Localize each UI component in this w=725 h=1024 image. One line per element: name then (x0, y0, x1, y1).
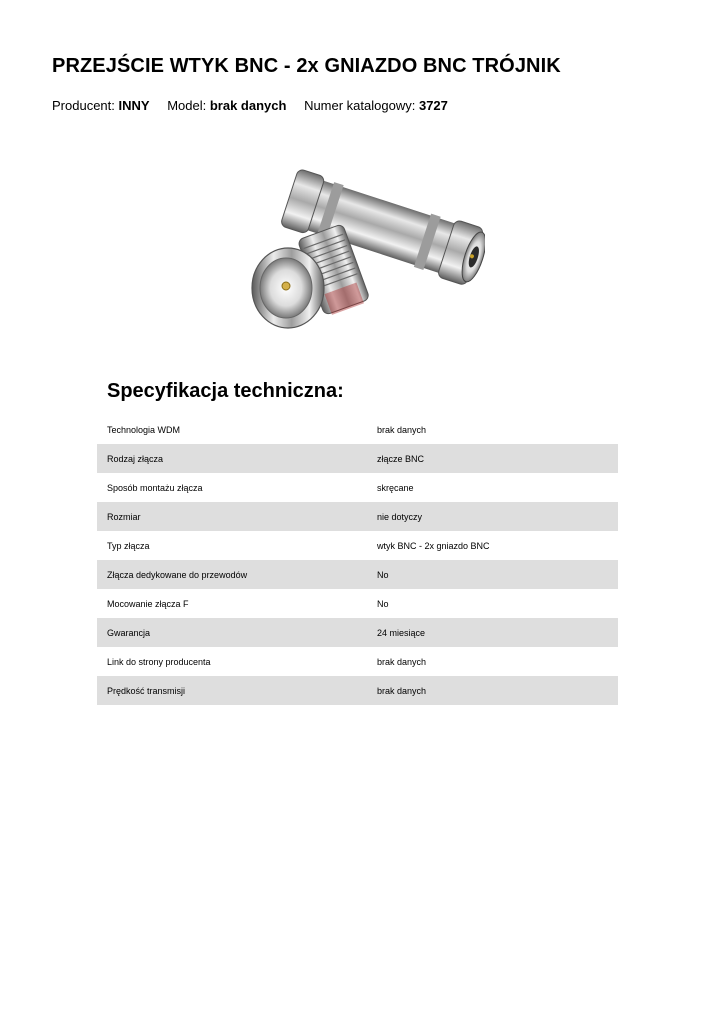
spec-value: 24 miesiące (367, 618, 618, 647)
product-meta (52, 98, 462, 113)
table-row (97, 531, 618, 560)
spec-key: Technologia WDM (107, 424, 181, 435)
spec-value: złącze BNC (367, 444, 618, 473)
producer-info (52, 98, 153, 113)
spec-value: No (377, 598, 389, 609)
catalog-label: Numer katalogowy: (304, 98, 416, 113)
model-label: Model: (167, 98, 207, 113)
spec-table (97, 415, 618, 705)
spec-key: Link do strony producenta (107, 656, 211, 667)
product-title: PRZEJŚCIE WTYK BNC - 2x GNIAZDO BNC TRÓJNIK (52, 55, 561, 77)
spec-heading: Specyfikacja techniczna: (107, 380, 344, 402)
spec-key: Typ złącza (107, 540, 150, 551)
product-image (240, 160, 485, 345)
spec-key: Sposób montażu złącza (107, 482, 203, 493)
model-value: brak danych (209, 98, 287, 113)
producer-label: Producent: (52, 98, 115, 113)
spec-key: Prędkość transmisji (97, 676, 367, 705)
spec-value: brak danych (377, 656, 427, 667)
table-row (97, 444, 618, 473)
spec-value: No (367, 560, 618, 589)
bnc-t-connector-image (240, 160, 485, 345)
model-info (167, 98, 290, 113)
spec-value: brak danych (377, 424, 427, 435)
table-row (97, 560, 618, 589)
producer-value: INNY (118, 98, 150, 113)
spec-key: Mocowanie złącza F (107, 598, 189, 609)
spec-key: Rozmiar (97, 502, 367, 531)
table-row (97, 589, 618, 618)
spec-value: skręcane (377, 482, 414, 493)
table-row (97, 502, 618, 531)
table-row (97, 647, 618, 676)
table-row (97, 415, 618, 444)
spec-key: Rodzaj złącza (97, 444, 367, 473)
spec-value: nie dotyczy (367, 502, 618, 531)
spec-value: wtyk BNC - 2x gniazdo BNC (377, 540, 490, 551)
spec-key: Złącza dedykowane do przewodów (97, 560, 367, 589)
table-row (97, 676, 618, 705)
table-row (97, 618, 618, 647)
catalog-value: 3727 (418, 98, 448, 113)
spec-value: brak danych (367, 676, 618, 705)
table-row (97, 473, 618, 502)
catalog-info (304, 98, 448, 113)
spec-key: Gwarancja (97, 618, 367, 647)
